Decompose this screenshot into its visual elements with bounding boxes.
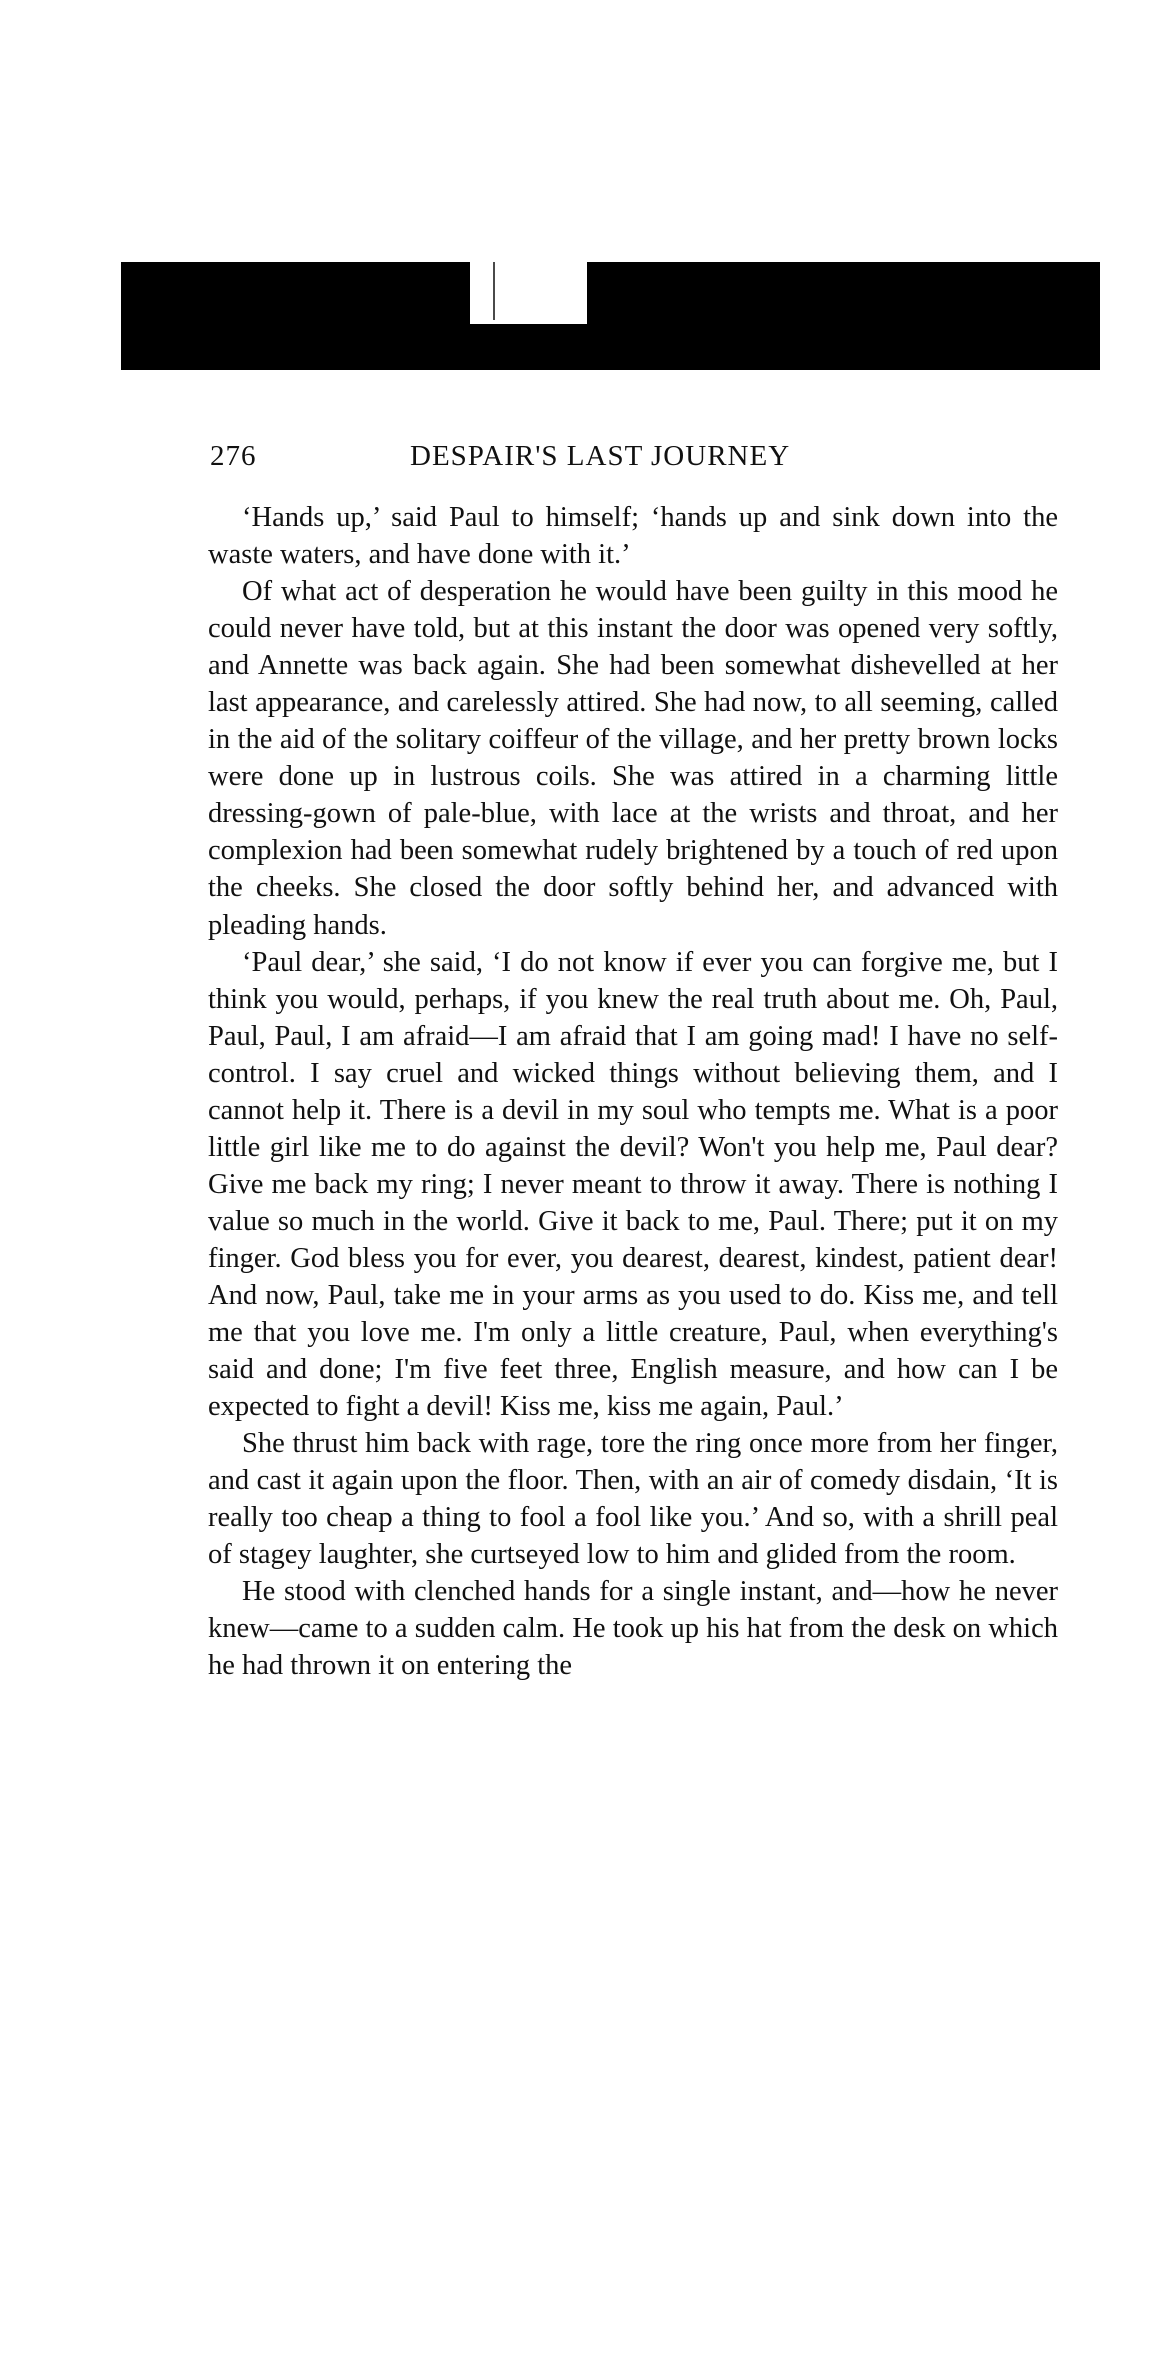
body-text: [208, 499, 1058, 1685]
bar-notch: [470, 262, 587, 324]
redaction-bar: [121, 262, 1100, 370]
paragraph: ‘Paul dear,’ she said, ‘I do not know if ever you can forgive me, but I think you would, perhaps, if you knew the real truth about me. Oh, Paul, Paul, Paul, I am afraid—I am afraid that I am going mad! I have no self-control. I say cruel and wicked things without believing them, and I cannot help it. There is a devil in my soul who tempts me. What is a poor little girl like me to do against the devil? Won't you help me, Paul dear? Give me back my ring; I never meant to throw it away. There is nothing I value so much in the world. Give it back to me, Paul. There; put it on my finger. God bless you for ever, you dearest, dearest, kindest, patient dear! And now, Paul, take me in your arms as you used to do. Kiss me, and tell me that you love me. I'm only a little creature, Paul, when everything's said and done; I'm five feet three, English measure, and how can I be expected to fight a devil! Kiss me, kiss me again, Paul.’: [208, 946, 1058, 1423]
page-header: [210, 436, 1060, 476]
paragraph: ‘Hands up,’ said Paul to himself; ‘hands up and sink down into the waste waters, and have done with it.’: [208, 502, 1058, 571]
paragraph: Of what act of desperation he would have been guilty in this mood he could never have told, but at this instant the door was opened very softly, and Annette was back again. She had been somewhat dishevelled at her last appearance, and carelessly attired. She had now, to all seeming, called in the aid of the solitary coiffeur of the village, and her pretty brown locks were done up in lustrous coils. She was attired in a charming little dressing-gown of pale-blue, with lace at the wrists and throat, and her complexion had been somewhat rudely brightened by a touch of red upon the cheeks. She closed the door softly behind her, and advanced with pleading hands.: [208, 576, 1058, 941]
page-number: 276: [210, 440, 257, 472]
bar-line: [493, 262, 495, 320]
running-head: DESPAIR'S LAST JOURNEY: [410, 440, 791, 472]
paragraph: He stood with clenched hands for a single instant, and—how he never knew—came to a sudden calm. He took up his hat from the desk on which he had thrown it on entering the: [208, 1576, 1058, 1682]
paragraph: She thrust him back with rage, tore the ring once more from her finger, and cast it again upon the floor. Then, with an air of comedy disdain, ‘It is really too cheap a thing to fool a fool like you.’ And so, with a shrill peal of stagey laughter, she curtseyed low to him and glided from the room.: [208, 1428, 1058, 1571]
